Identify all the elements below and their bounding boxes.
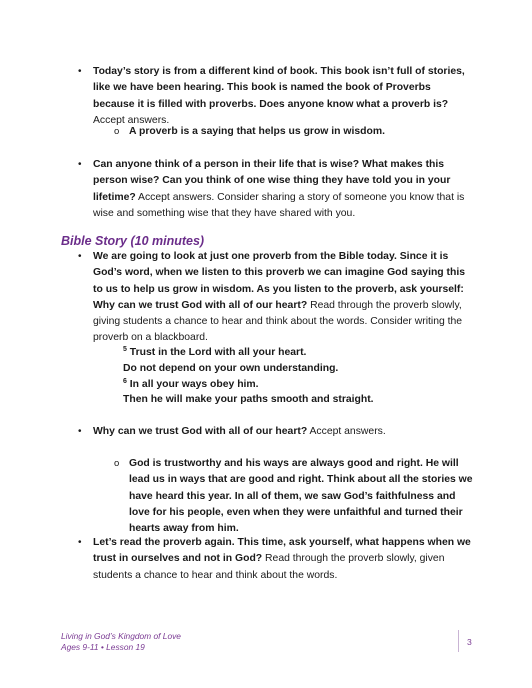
intro-bullet-1-bold: Today’s story is from a different kind of book. This book isn’t full of stories, like we have been hearing. This book is named the book of Proverbs because it is filled with proverbs. Does anyone know what a proverb is? (93, 66, 465, 110)
bullet-icon: • (78, 66, 82, 77)
story-bullet-3 (93, 535, 473, 584)
verse-line-2: Do not depend on your own understanding. (123, 362, 339, 374)
verse-number-5: 5 (123, 346, 127, 353)
bullet-icon: • (78, 251, 82, 262)
bullet-icon: • (78, 426, 82, 437)
verse-line-4: Then he will make your paths smooth and straight. (123, 394, 374, 406)
intro-bullet-1-normal: Accept answers. (93, 114, 170, 126)
story-sub-2: God is trustworthy and his ways are always good and right. He will lead us in ways that are good and right. Think about all the stories we have heard this year. In all of them, we saw God’s faithfulness and love for his people, even when they were unfaithful and turned their hearts away from him. (129, 458, 473, 535)
story-bullet-3-normal: Read through the proverb slowly, given students a chance to hear and think about the words. (93, 553, 445, 581)
story-bullet-3-bold: Let’s read the proverb again. This time, ask yourself, what happens when we trust in ourselves and not in God? (93, 537, 471, 565)
verse-number-6: 6 (123, 377, 127, 385)
verse-line-1: $^5$ Trust in the Lord with all your heart. (123, 346, 307, 358)
sub-bullet-icon: o (114, 458, 120, 469)
footer-subtitle: Ages 9-11 • Lesson 19 (61, 642, 145, 652)
verse-block (123, 345, 374, 408)
story-bullet-1-normal: Read through the proverb slowly, giving students a chance to hear and think about the words. Consider writing the proverb on a blackboard. (93, 299, 463, 344)
story-bullet-2-normal: Accept answers. (307, 426, 386, 437)
sub-bullet-icon: o (114, 126, 120, 137)
story-bullet-1 (93, 249, 473, 347)
story-bullet-2 (93, 424, 473, 440)
intro-sub-1: A proverb is a saying that helps us grow in wisdom. (129, 126, 385, 137)
intro-bullet-2 (93, 157, 473, 222)
intro-bullet-2-bold: Can anyone think of a person in their life that is wise? What makes this person wise? Can you think of one wise thing they have told you in your lifetime? (93, 159, 451, 203)
section-heading: Bible Story (10 minutes) (61, 234, 205, 248)
intro-bullet-1 (93, 64, 473, 129)
page-number: 3 (467, 637, 472, 647)
footer-divider (458, 630, 459, 652)
footer-title: Living in God’s Kingdom of Love (61, 631, 181, 641)
story-bullet-1-bold: We are going to look at just one proverb from the Bible today. Since it is God’s word, when we listen to this proverb we can imagine God saying this to us to help us grow in wisdom. As you listen to the proverb, ask yourself: Why can we trust God with all of our heart? (93, 251, 466, 311)
bullet-icon: • (78, 159, 82, 170)
story-bullet-2-bold: Why can we trust God with all of our heart? (93, 426, 308, 437)
verse-line-3: $^6$ In all your ways obey him. (123, 377, 259, 390)
intro-bullet-2-normal: Accept answers. Consider sharing a story of someone you know that is wise and something wise that they have shared with you. (93, 191, 465, 219)
bullet-icon: • (78, 537, 82, 548)
